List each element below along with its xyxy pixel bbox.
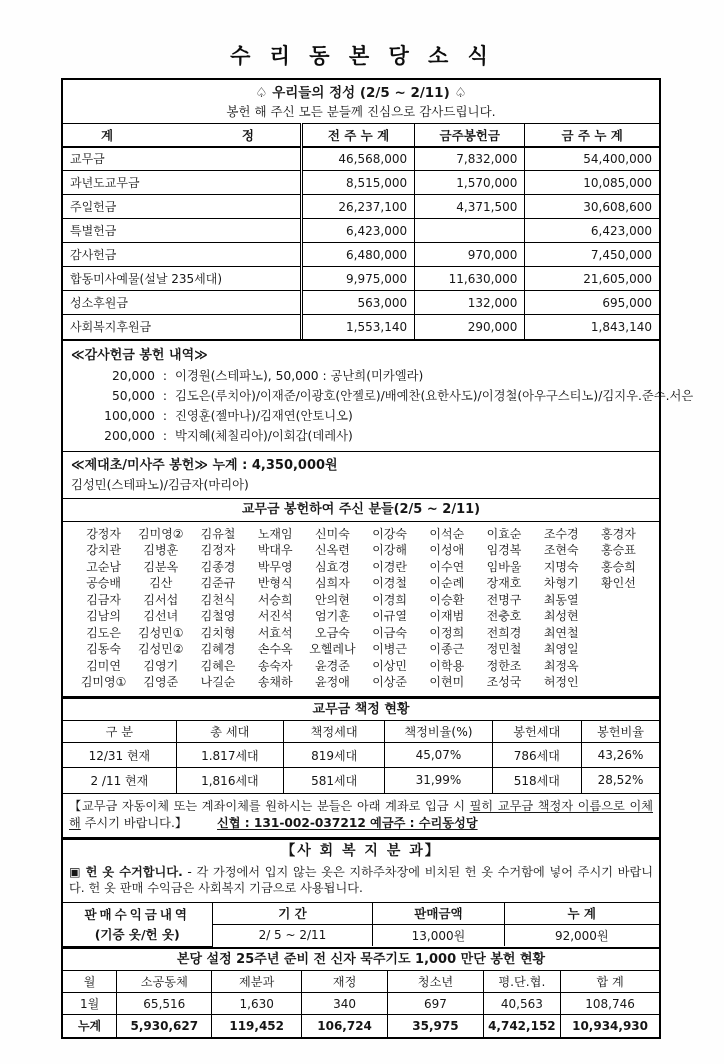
month-header: 월 xyxy=(63,971,117,993)
donor-name: 전충호 xyxy=(486,609,522,623)
donor-name: 정한조 xyxy=(486,658,522,673)
account-type-header xyxy=(63,124,301,147)
donor-name: 김미연 xyxy=(86,658,121,673)
assessment-cell: 819세대 xyxy=(284,743,385,768)
donor-name: 차형기 xyxy=(543,576,579,590)
week-offering-cell: 1,570,000 xyxy=(415,171,525,195)
donor-name: 강치관 xyxy=(86,543,121,557)
donor-name: 조수경 xyxy=(543,526,579,541)
donor-name: 김종경 xyxy=(200,559,236,574)
donor-name: 이상민 xyxy=(372,658,407,673)
donor-name: 김선녀 xyxy=(143,609,179,623)
week-offering-cell: 290,000 xyxy=(415,315,525,339)
donor-row xyxy=(75,674,647,691)
altar-title-line xyxy=(71,456,651,476)
prev-total-cell: 1,553,140 xyxy=(301,315,414,339)
bulletin-page xyxy=(0,40,724,1039)
rosary-title: 본당 설정 25주년 준비 전 신자 묵주기도 1,000 만단 봉헌 현황 xyxy=(63,949,659,971)
offering-households-header: 봉헌세대 xyxy=(492,721,581,743)
donor-name: 김유철 xyxy=(200,526,236,541)
donor-name: 전명구 xyxy=(486,592,522,607)
account-name-cell: 성소후원금 xyxy=(63,291,301,315)
prev-total-cell: 563,000 xyxy=(301,291,414,315)
assessment-cell: 12/31 현재 xyxy=(63,743,176,768)
assessment-table xyxy=(63,721,659,793)
donor-name: 이승환 xyxy=(429,592,465,607)
donor-name: 이수연 xyxy=(429,559,465,574)
donor-name: 임경복 xyxy=(486,543,522,557)
donor-name: 이재범 xyxy=(429,609,465,623)
donor-name xyxy=(590,641,647,658)
donor-name: 박대우 xyxy=(257,543,293,557)
donor-name: 김영기 xyxy=(143,658,179,673)
rosary-header-row xyxy=(63,971,659,993)
welfare-header: 【사 회 복 지 분 과】 xyxy=(281,842,441,859)
thanks-separator: : xyxy=(162,408,168,423)
donor-name: 심희자 xyxy=(315,576,350,590)
rosary-cell: 10,934,930 xyxy=(561,1015,659,1037)
rosary-cell: 697 xyxy=(388,993,483,1015)
donor-name xyxy=(590,658,647,675)
thanks-amount: 100,000 xyxy=(104,408,155,423)
thanks-separator: : xyxy=(162,428,168,443)
donor-name: 이병근 xyxy=(372,642,407,656)
thanks-offering-section xyxy=(63,339,694,451)
sales-amount-header: 판매금액 xyxy=(373,902,504,924)
offering-table-body xyxy=(63,147,659,339)
thanks-title: ≪감사헌금 봉헌 내역≫ xyxy=(71,347,208,363)
assessment-cell: 1,816세대 xyxy=(176,768,283,793)
sales-header-row xyxy=(63,902,659,924)
rosary-row xyxy=(63,1015,659,1037)
small-community-header: 소공동체 xyxy=(117,971,212,993)
donor-name: 윤정애 xyxy=(315,675,350,689)
committees-header: 제분과 xyxy=(212,971,301,993)
donor-name: 신미숙 xyxy=(315,526,350,541)
rosary-cell: 340 xyxy=(301,993,387,1015)
thanks-names: 박지혜(체칠리아)/이회갑(데레사) xyxy=(175,428,353,443)
donor-name xyxy=(590,674,647,691)
week-total-cell: 7,450,000 xyxy=(525,243,659,267)
rosary-row xyxy=(63,993,659,1015)
donor-name: 정민철 xyxy=(486,642,522,656)
period-value: 2/ 5 ~ 2/11 xyxy=(212,924,373,946)
donor-row xyxy=(75,542,647,559)
offering-subtitle: 봉헌 해 주신 모든 분들께 진심으로 감사드립니다. xyxy=(226,104,496,119)
assessment-cell: 45,07% xyxy=(385,743,492,768)
thanks-amount: 20,000 xyxy=(111,368,155,383)
donor-name: 김동숙 xyxy=(86,642,121,656)
account-name-cell: 주일헌금 xyxy=(63,195,301,219)
assessment-section xyxy=(63,696,659,793)
donor-name: 전희경 xyxy=(486,625,522,640)
transfer-notice-underlined: 필히 교무금 책정자 이름으로 이체해 xyxy=(69,798,653,830)
donor-name: 조현숙 xyxy=(543,543,579,557)
donor-name: 송채하 xyxy=(257,675,293,689)
donor-name: 이강숙 xyxy=(372,526,407,541)
offering-row xyxy=(63,219,659,243)
category-header: 구 분 xyxy=(63,721,176,743)
donor-name: 이성애 xyxy=(429,543,465,557)
donor-name: 김성민② xyxy=(138,642,184,656)
donor-name xyxy=(590,608,647,625)
donor-name: 이순례 xyxy=(429,576,465,590)
donor-name: 조성국 xyxy=(486,675,522,689)
donor-name: 이상준 xyxy=(372,675,407,689)
rosary-cell: 106,724 xyxy=(301,1015,387,1037)
donor-name: 김산 xyxy=(149,576,173,590)
assessment-cell: 2 /11 현재 xyxy=(63,768,176,793)
rosary-section xyxy=(63,947,659,1037)
donor-row xyxy=(75,592,647,609)
assessment-header-row xyxy=(63,721,659,743)
donor-name: 서승희 xyxy=(257,592,293,607)
offering-section xyxy=(63,80,659,339)
donor-name: 김정자 xyxy=(200,543,236,557)
offering-table xyxy=(63,123,659,339)
donor-row xyxy=(75,526,647,543)
thanks-names: 김도은(루치아)/이재준/이광호(안젤로)/배예찬(요한사도)/이경철(아우구스티노)/김지우.준수.서은 xyxy=(175,388,694,403)
donor-name: 손수옥 xyxy=(257,642,293,656)
account-name-cell: 과년도교무금 xyxy=(63,171,301,195)
donor-name: 오헬레나 xyxy=(309,642,356,656)
prev-total-cell: 46,568,000 xyxy=(301,147,414,171)
offering-row xyxy=(63,147,659,171)
transfer-notice-text: 【교무금 자동이체 또는 계좌이체를 원하시는 분들은 아래 계좌로 입금 시 xyxy=(69,798,470,813)
rosary-cell: 119,452 xyxy=(212,1015,301,1037)
thanks-line xyxy=(71,426,651,446)
donor-name: 김영준 xyxy=(143,675,179,689)
offering-title: ♤ 우리들의 정성 (2/5 ~ 2/11) ♤ xyxy=(255,85,467,101)
donor-name: 지명숙 xyxy=(543,559,579,574)
donor-name: 김준규 xyxy=(200,576,236,590)
rosary-cell: 108,746 xyxy=(561,993,659,1015)
donor-name: 홍승표 xyxy=(601,543,636,557)
account-name-cell: 교무금 xyxy=(63,147,301,171)
thanks-separator: : xyxy=(162,368,168,383)
rosary-table-body xyxy=(63,993,659,1037)
donor-name: 최성현 xyxy=(543,609,579,623)
donor-name: 반형식 xyxy=(257,576,293,590)
donor-name: 김천식 xyxy=(200,592,236,607)
bulletin-sheet xyxy=(61,78,694,1039)
donors-section xyxy=(63,498,659,696)
altar-offering-section xyxy=(63,451,659,498)
donor-name: 김혜경 xyxy=(200,642,236,656)
this-week-offering-header: 금주봉헌금 xyxy=(415,124,525,147)
offering-ratio-header: 봉헌비율 xyxy=(581,721,659,743)
rosary-table xyxy=(63,971,659,1037)
rosary-cell: 1월 xyxy=(63,993,117,1015)
assessment-cell: 43,26% xyxy=(581,743,659,768)
donor-row xyxy=(75,625,647,642)
sales-row-header-line1: 판매수익금내역 xyxy=(84,906,191,922)
total-header: 합 계 xyxy=(561,971,659,993)
cumulative-header: 누 계 xyxy=(504,902,659,924)
donor-name: 윤경준 xyxy=(315,658,350,673)
donor-name: 이경희 xyxy=(372,592,407,607)
account-header-left: 계 xyxy=(101,127,114,143)
donor-name: 이경철 xyxy=(372,576,407,590)
donor-name: 심효경 xyxy=(315,559,350,574)
week-offering-cell: 4,371,500 xyxy=(415,195,525,219)
account-header-right: 정 xyxy=(241,127,254,143)
week-total-cell: 54,400,000 xyxy=(525,147,659,171)
donor-name: 이석순 xyxy=(429,526,465,541)
donor-name: 김남의 xyxy=(86,609,121,623)
donor-name: 허정인 xyxy=(543,675,579,689)
donor-name: 박무영 xyxy=(257,559,293,574)
assessment-cell: 518세대 xyxy=(492,768,581,793)
rosary-cell: 누계 xyxy=(63,1015,117,1037)
offering-header xyxy=(63,80,659,123)
sales-row-header xyxy=(63,902,212,946)
donor-name: 노재임 xyxy=(257,526,293,541)
thanks-line xyxy=(71,366,651,386)
assessment-cell: 581세대 xyxy=(284,768,385,793)
thanks-amount: 50,000 xyxy=(111,388,155,403)
rosary-cell: 65,516 xyxy=(117,993,212,1015)
donor-name xyxy=(590,592,647,609)
prev-total-cell: 9,975,000 xyxy=(301,267,414,291)
assessed-households-header: 책정세대 xyxy=(284,721,385,743)
cumulative-value: 92,000원 xyxy=(504,924,659,946)
lay-council-header: 평.단.협. xyxy=(483,971,560,993)
thanks-amount: 200,000 xyxy=(104,428,155,443)
donor-name: 최동열 xyxy=(543,592,579,607)
thanks-line xyxy=(71,406,651,426)
week-total-cell: 21,605,000 xyxy=(525,267,659,291)
period-header: 기 간 xyxy=(212,902,373,924)
account-name-cell: 합동미사예물(설날 235세대) xyxy=(63,267,301,291)
donor-name: 김서섭 xyxy=(143,592,179,607)
donor-name: 김성민① xyxy=(138,625,184,640)
week-offering-cell: 970,000 xyxy=(415,243,525,267)
prev-total-cell: 8,515,000 xyxy=(301,171,414,195)
rosary-cell: 1,630 xyxy=(212,993,301,1015)
donor-name: 김혜은 xyxy=(200,658,236,673)
offering-row xyxy=(63,195,659,219)
offering-row xyxy=(63,291,659,315)
week-offering-cell: 7,832,000 xyxy=(415,147,525,171)
offering-header-row xyxy=(63,124,659,147)
donor-name: 이학용 xyxy=(429,658,465,673)
assessment-cell: 31,99% xyxy=(385,768,492,793)
donor-name: 서진석 xyxy=(257,609,293,623)
donor-name: 최정옥 xyxy=(543,658,579,673)
rosary-cell: 40,563 xyxy=(483,993,560,1015)
donor-name: 황인선 xyxy=(601,576,636,590)
donors-title: 교무금 봉헌하여 주신 분들(2/5 ~ 2/11) xyxy=(63,499,659,522)
thanks-names: 진영훈(젤마나)/김재연(안토니오) xyxy=(175,408,353,423)
assessment-title: 교무금 책정 현황 xyxy=(63,699,659,721)
week-offering-cell: 11,630,000 xyxy=(415,267,525,291)
donor-name: 나길순 xyxy=(200,675,236,689)
donor-name: 엄기훈 xyxy=(315,609,350,623)
square-bullet-icon: ▣ xyxy=(69,864,81,879)
this-week-total-header: 금 주 누 계 xyxy=(525,124,659,147)
donor-name: 고순남 xyxy=(86,559,121,574)
page-title: 수 리 동 본 당 소 식 xyxy=(230,44,494,68)
donor-name: 임바울 xyxy=(486,559,522,574)
account-name-cell: 감사헌금 xyxy=(63,243,301,267)
offering-row xyxy=(63,243,659,267)
altar-title: ≪제대초/미사주 봉헌≫ xyxy=(71,457,208,473)
prev-total-cell: 26,237,100 xyxy=(301,195,414,219)
week-total-cell: 10,085,000 xyxy=(525,171,659,195)
donor-name: 김분옥 xyxy=(143,559,179,574)
prev-total-cell: 6,423,000 xyxy=(301,219,414,243)
thanks-names: 이경원(스테파노), 50,000 : 공난희(미카엘라) xyxy=(175,368,424,383)
donor-name: 김도은 xyxy=(86,625,121,640)
thanks-separator: : xyxy=(162,388,168,403)
donor-name xyxy=(590,625,647,642)
welfare-notice-bold: 헌 옷 수거합니다. xyxy=(80,864,183,879)
assessed-ratio-header: 책정비율(%) xyxy=(385,721,492,743)
week-total-cell: 6,423,000 xyxy=(525,219,659,243)
donor-name: 장재호 xyxy=(486,576,522,590)
week-total-cell: 30,608,600 xyxy=(525,195,659,219)
sales-amount-value: 13,000원 xyxy=(373,924,504,946)
offering-row xyxy=(63,171,659,195)
welfare-notice-rest: - 각 가정에서 입지 않는 옷은 지하주차장에 비치된 헌 옷 수거함에 넣어 주시기 바랍니다. 헌 옷 판매 수익금은 사회복지 기금으로 사용됩니다. xyxy=(69,864,653,895)
offering-row xyxy=(63,267,659,291)
offering-row xyxy=(63,315,659,339)
week-total-cell: 1,843,140 xyxy=(525,315,659,339)
account-name-cell: 사회복지후원금 xyxy=(63,315,301,339)
donor-name: 이강해 xyxy=(372,543,407,557)
altar-names: 김성민(스테파노)/김금자(마리아) xyxy=(71,477,249,492)
donor-row xyxy=(75,575,647,592)
donor-name: 최영일 xyxy=(543,642,579,656)
donor-name: 서효석 xyxy=(257,625,293,640)
transfer-notice-text-end: 주시기 바랍니다.】 xyxy=(80,815,188,830)
donor-name: 이효순 xyxy=(486,526,522,541)
donor-name: 김미영② xyxy=(138,526,184,541)
donor-name: 신옥련 xyxy=(315,543,350,557)
donor-name: 이종근 xyxy=(429,642,465,656)
assessment-cell: 28,52% xyxy=(581,768,659,793)
prev-week-total-header: 전 주 누 계 xyxy=(301,124,414,147)
donor-name: 김치형 xyxy=(200,625,236,640)
donor-name: 이규열 xyxy=(372,609,407,623)
donor-name: 이정희 xyxy=(429,625,465,640)
sales-row-header-line2: (기증 옷/헌 옷) xyxy=(94,926,180,942)
finance-header: 재정 xyxy=(301,971,387,993)
donor-name: 공승배 xyxy=(86,576,121,590)
rosary-cell: 5,930,627 xyxy=(117,1015,212,1037)
week-total-cell: 695,000 xyxy=(525,291,659,315)
assessment-table-body xyxy=(63,743,659,793)
week-offering-cell xyxy=(415,219,525,243)
donor-name: 송숙자 xyxy=(257,658,293,673)
assessment-cell: 1.817세대 xyxy=(176,743,283,768)
thanks-list xyxy=(71,366,694,446)
donor-name: 이현미 xyxy=(429,675,465,689)
thanks-line xyxy=(71,386,694,406)
donor-name: 최연철 xyxy=(543,625,579,640)
rosary-cell: 35,975 xyxy=(388,1015,483,1037)
donor-name: 오금숙 xyxy=(315,625,350,640)
donor-name: 김금자 xyxy=(86,592,121,607)
donor-name: 강정자 xyxy=(86,526,121,541)
total-households-header: 총 세대 xyxy=(176,721,283,743)
bank-account-info: 신협 : 131-002-037212 예금주 : 수리동성당 xyxy=(217,815,478,830)
welfare-section xyxy=(63,837,659,947)
donor-name: 홍경자 xyxy=(601,526,636,541)
donor-name: 김철영 xyxy=(200,609,236,623)
donor-row xyxy=(75,608,647,625)
assessment-row xyxy=(63,768,659,793)
donors-name-grid xyxy=(63,522,659,696)
donor-row xyxy=(75,641,647,658)
prev-total-cell: 6,480,000 xyxy=(301,243,414,267)
week-offering-cell: 132,000 xyxy=(415,291,525,315)
donor-name: 김미영① xyxy=(80,675,127,689)
donor-name: 김병훈 xyxy=(143,543,179,557)
transfer-notice-section xyxy=(63,793,659,837)
assessment-row xyxy=(63,743,659,768)
welfare-notice xyxy=(63,862,659,902)
rosary-cell: 4,742,152 xyxy=(483,1015,560,1037)
donor-name: 홍승희 xyxy=(601,559,636,574)
donor-name: 안의현 xyxy=(315,592,350,607)
youth-header: 청소년 xyxy=(388,971,483,993)
account-name-cell: 특별헌금 xyxy=(63,219,301,243)
donor-name: 이경란 xyxy=(372,559,407,574)
altar-cumulative: 누계 : 4,350,000원 xyxy=(212,457,338,473)
assessment-cell: 786세대 xyxy=(492,743,581,768)
sales-revenue-table xyxy=(63,902,659,947)
donor-row xyxy=(75,559,647,576)
donor-row xyxy=(75,658,647,675)
donor-name: 이금숙 xyxy=(372,625,407,640)
